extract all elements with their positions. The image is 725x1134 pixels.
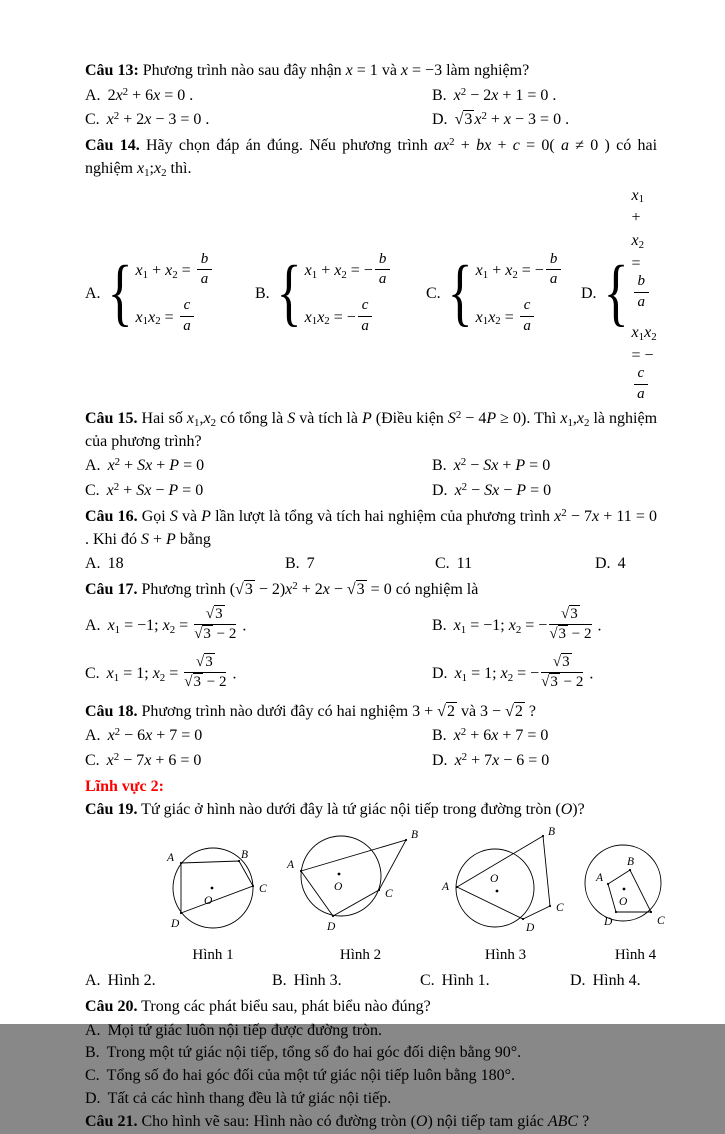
figure-hinh-4 — [573, 826, 698, 966]
question-18-text: Phương trình nào dưới đây có hai nghiệm 3 + √2 và 3 − √2 ? — [141, 702, 536, 720]
question-13-text: Phương trình nào sau đây nhận x = 1 và x = −3 làm nghiệm? — [142, 62, 530, 79]
question-16-text: Gọi S và P lần lượt là tổng và tích hai nghiệm của phương trình $x^2 - 7x + 11 = 0$ . Khi đó S + P bằng — [85, 506, 658, 548]
question-19-text: Tứ giác ở hình nào dưới đây là tứ giác nội tiếp trong đường tròn (O)? — [141, 800, 585, 818]
figure-hinh-3-caption: Hình 3 — [484, 946, 527, 963]
q20-option-b: B. Trong một tứ giác nội tiếp, tổng số đo hai góc đối diện bằng 90°. — [85, 1044, 522, 1062]
question-17 — [85, 579, 657, 602]
figure-hinh-2-caption: Hình 2 — [339, 946, 382, 963]
q16-option-d: D. 4 — [595, 555, 626, 573]
point-label-a: A — [167, 852, 175, 865]
center-dot — [496, 890, 499, 893]
q14-option-b: B. { x1 + x2 = − $\frac{b}{a}$ x1x2 = − $\frac{c}{a}$ — [255, 185, 426, 405]
q13-option-b: B. $x^2 - 2x + 1 = 0$ . — [432, 85, 557, 104]
q18-option-d: D. $x^2 + 7x - 6 = 0$ — [432, 750, 550, 770]
point-label-c: C — [556, 902, 564, 915]
question-20-number: Câu 20. — [85, 997, 138, 1015]
point-label-a: A — [442, 881, 450, 894]
q19-option-c: C. Hình 1. — [420, 972, 490, 990]
point-label-c: C — [657, 915, 665, 928]
question-15-text: Hai số x1,x2 có tổng là S và tích là P (Điều kiện $S^2 - 4P \ge 0$). Thì x1,x2 là nghiệm của phương trình? — [85, 408, 658, 450]
question-13-number: Câu 13: — [85, 62, 139, 79]
question-19-number: Câu 19. — [85, 800, 138, 818]
q13-option-d: D. √3 $x^2 + x - 3 = 0$ . — [432, 110, 570, 129]
quadrilateral-abcd — [181, 861, 253, 913]
question-20 — [85, 996, 657, 1019]
point-label-c: C — [385, 888, 393, 901]
q14-option-c: C. { x1 + x2 = − $\frac{b}{a}$ x1x2 = $\frac{c}{a}$ — [426, 185, 581, 405]
q16-option-c: C. 11 — [435, 555, 473, 573]
question-17-text: Phương trình $(√3 - 2)x^2 + 2x - √3 = 0$ có nghiệm là — [141, 579, 479, 598]
q18-option-a: A. $x^2 - 6x + 7 = 0$ — [85, 726, 203, 745]
center-dot — [338, 873, 341, 876]
question-13 — [85, 60, 657, 83]
figure-hinh-4-caption: Hình 4 — [614, 946, 657, 963]
left-brace: { — [276, 252, 302, 335]
q19-option-d: D. Hình 4. — [570, 972, 641, 990]
point-label-a: A — [287, 859, 295, 872]
circle-outline — [456, 849, 534, 927]
q20-option-a: A. Mọi tứ giác luôn nội tiếp được đường tròn. — [85, 1021, 383, 1039]
question-14-number: Câu 14. — [85, 137, 140, 155]
question-14 — [85, 135, 657, 180]
point-label-b: B — [411, 829, 419, 842]
figure-hinh-1-caption: Hình 1 — [192, 946, 234, 963]
point-label-a: A — [596, 872, 604, 885]
q20-option-c: C. Tổng số đo hai góc đối của một tứ giác nội tiếp luôn bằng 180°. — [85, 1067, 516, 1085]
question-16 — [85, 506, 657, 551]
point-label-d: D — [171, 918, 180, 931]
question-20-text: Trong các phát biểu sau, phát biểu nào đúng? — [141, 997, 431, 1015]
section-2-heading: Lĩnh vực 2: — [85, 777, 164, 795]
q17-option-c: C. x1 = 1; x2 = $\frac{√3}{√3 - 2}$ . — [85, 653, 237, 691]
left-brace: { — [603, 252, 629, 335]
point-label-d: D — [604, 916, 613, 929]
question-19-options — [85, 969, 657, 994]
question-15-options — [85, 454, 657, 503]
q16-option-a: A. 18 — [85, 555, 124, 573]
q17-option-d: D. x1 = 1; x2 = − $\frac{√3}{√3 - 2}$ . — [432, 653, 594, 691]
q19-option-b: B. Hình 3. — [272, 972, 342, 990]
figure-hinh-4-drawing — [573, 826, 698, 936]
point-label-b: B — [627, 856, 635, 869]
figure-hinh-3-drawing — [438, 826, 573, 936]
q13-option-a: A. $2x^2 + 6x = 0$ . — [85, 85, 194, 104]
q17-option-b: B. x1 = −1; x2 = − $\frac{√3}{√3 - 2}$ . — [432, 605, 602, 643]
question-20-options — [85, 1020, 657, 1111]
q13-option-a-text: $2x^2 + 6x = 0$ . — [107, 85, 194, 104]
left-brace: { — [447, 252, 473, 335]
center-dot — [211, 887, 214, 890]
figure-hinh-2-drawing — [283, 826, 438, 936]
q13-option-d-text: √3 $x^2 + x - 3 = 0$ . — [454, 110, 570, 129]
point-label-o: O — [619, 896, 628, 909]
question-13-options — [85, 84, 657, 133]
question-19-figures — [143, 826, 665, 966]
q16-option-b: B. 7 — [285, 555, 315, 573]
q15-option-c: C. $x^2 + Sx - P = 0$ — [85, 480, 204, 500]
quadrilateral-abcd — [301, 840, 406, 916]
figure-hinh-2 — [283, 826, 438, 966]
question-15 — [85, 408, 657, 453]
q14-option-a: A. { x1 + x2 = $\frac{b}{a}$ x1x2 = $\frac{c}{a}$ — [85, 185, 255, 405]
q14-option-d: D. { x1 + x2 = $\frac{b}{a}$ x1x2 = − $\frac{c}{a}$ — [581, 186, 657, 402]
question-17-options — [85, 603, 657, 699]
question-21-number: Câu 21. — [85, 1112, 138, 1130]
q13-option-c: C. $x^2 + 2x - 3 = 0$ . — [85, 110, 210, 129]
figure-hinh-3 — [438, 826, 573, 966]
q18-option-c: C. $x^2 - 7x + 6 = 0$ — [85, 750, 202, 770]
point-label-o: O — [490, 873, 499, 886]
q20-option-d: D. Tất cả các hình thang đều là tứ giác nội tiếp. — [85, 1089, 392, 1107]
question-17-number: Câu 17. — [85, 580, 138, 598]
question-15-number: Câu 15. — [85, 409, 138, 427]
circle-outline — [301, 836, 381, 916]
question-21 — [85, 1111, 657, 1134]
left-brace: { — [107, 252, 133, 335]
figure-hinh-1 — [143, 826, 283, 966]
question-16-number: Câu 16. — [85, 507, 138, 525]
question-14-options — [85, 185, 657, 405]
q13-option-b-text: $x^2 - 2x + 1 = 0$ . — [453, 85, 557, 104]
quadrilateral-abcd — [457, 836, 550, 919]
point-label-o: O — [334, 881, 343, 894]
figure-hinh-1-drawing — [143, 826, 283, 936]
quadrilateral-abcd — [608, 870, 651, 912]
question-18 — [85, 701, 657, 724]
q15-option-a: A. $x^2 + Sx + P = 0$ — [85, 456, 205, 475]
question-19 — [85, 799, 657, 822]
q13-option-c-text: $x^2 + 2x - 3 = 0$ . — [106, 110, 210, 129]
point-label-d: D — [526, 922, 535, 935]
point-label-b: B — [548, 826, 556, 839]
question-18-options — [85, 724, 657, 773]
point-label-c: C — [259, 883, 267, 896]
question-14-text: Hãy chọn đáp án đúng. Nếu phương trình $ax^2$ + bx + c = 0( a ≠ 0 ) có hai nghiệm x1;x2 thì. — [85, 135, 658, 179]
q17-option-a: A. x1 = −1; x2 = $\frac{√3}{√3 - 2}$ . — [85, 605, 247, 643]
q18-option-b: B. $x^2 + 6x + 7 = 0$ — [432, 726, 549, 745]
page-content — [85, 60, 665, 1134]
point-label-d: D — [327, 921, 336, 934]
point-label-b: B — [241, 849, 249, 862]
q15-option-d: D. $x^2 - Sx - P = 0$ — [432, 480, 552, 500]
q19-option-a: A. Hình 2. — [85, 972, 156, 990]
q15-option-b: B. $x^2 - Sx + P = 0$ — [432, 456, 551, 475]
question-21-text: Cho hình vẽ sau: Hình nào có đường tròn (O) nội tiếp tam giác ABC ? — [141, 1112, 590, 1130]
center-dot — [623, 888, 626, 891]
question-18-number: Câu 18. — [85, 702, 138, 720]
question-16-options — [85, 552, 657, 577]
point-label-o: O — [204, 895, 213, 908]
